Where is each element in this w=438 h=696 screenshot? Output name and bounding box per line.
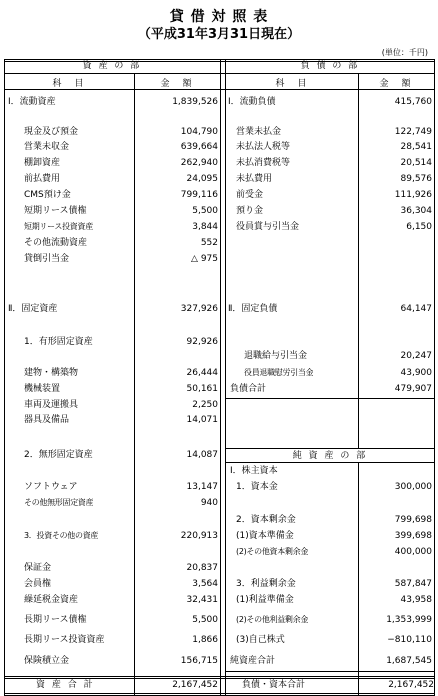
liability-row-label: Ⅰ．株主資本 <box>230 466 278 476</box>
liability-row-value: −810,110 <box>387 635 432 645</box>
asset-row-label: 棚卸資産 <box>24 158 61 168</box>
asset-row-label: 長期リース債権 <box>24 615 87 625</box>
liability-row-value: 64,147 <box>400 304 432 314</box>
asset-row-label: 現金及び預金 <box>24 127 79 137</box>
liabilities-amount-column-header: 金 額 <box>379 79 413 89</box>
asset-row-value: 26,444 <box>186 368 218 378</box>
liability-row-value: 28,541 <box>400 142 432 152</box>
asset-row-label: ソフトウェア <box>24 482 78 492</box>
asset-row-label: 器具及備品 <box>24 415 70 425</box>
liability-row-label: (1)資本準備金 <box>236 531 294 541</box>
liability-row-label: 3．利益剰余金 <box>236 579 296 589</box>
asset-row-value: 3,564 <box>192 579 218 589</box>
liability-row-label: Ⅱ．固定負債 <box>228 304 278 314</box>
assets-section-header: 資 産 の 部 <box>82 61 142 71</box>
net-assets-section-header: 純 資 産 の 部 <box>292 451 368 461</box>
asset-row-value: 940 <box>200 498 218 508</box>
liability-row-label: 純資産合計 <box>230 656 276 666</box>
asset-row-label: 保証金 <box>24 563 52 573</box>
asset-row-label: 2．無形固定資産 <box>24 450 93 460</box>
assets-amount-column-header: 金 額 <box>160 79 194 89</box>
liability-row-label: 2．資本剰余金 <box>236 515 296 525</box>
asset-row-value: 327,926 <box>180 304 218 314</box>
liability-row-value: 479,907 <box>394 384 432 394</box>
liability-row-value: 1,353,999 <box>386 615 432 625</box>
asset-row-value: 13,147 <box>186 482 218 492</box>
liability-row-value: 122,749 <box>394 127 432 137</box>
asset-row-value: 2,250 <box>192 400 218 410</box>
liability-row-value: 36,304 <box>400 206 432 216</box>
liabilities-section-header: 負 債 の 部 <box>300 61 360 71</box>
liability-row-label: (2)その他利益剰余金 <box>236 615 309 624</box>
asset-row-label: 繰延税金資産 <box>24 595 79 605</box>
asset-row-label: 会員権 <box>24 579 52 589</box>
liability-row-label: 退職給与引当金 <box>244 351 308 361</box>
total-liabilities-and-net-assets-label: 負債・資本合計 <box>242 680 306 690</box>
liability-row-label: 未払法人税等 <box>236 142 291 152</box>
asset-row-value: 3,844 <box>192 222 218 232</box>
liability-row-value: 300,000 <box>394 482 432 492</box>
asset-row-label: その他流動資産 <box>24 238 88 248</box>
liabilities-item-column-header: 科 目 <box>275 79 309 89</box>
asset-row-value: 5,500 <box>192 615 218 625</box>
asset-row-label: 1．有形固定資産 <box>24 337 93 347</box>
asset-row-value: 156,715 <box>180 656 218 666</box>
liability-row-label: (2)その他資本剰余金 <box>236 547 309 556</box>
asset-row-label: 前払費用 <box>24 174 61 184</box>
asset-row-label: Ⅱ．固定資産 <box>8 304 58 314</box>
total-liabilities-and-net-assets-value: 2,167,452 <box>388 680 434 690</box>
liability-row-label: 1．資本金 <box>236 482 278 492</box>
liability-row-label: 営業未払金 <box>236 127 282 137</box>
liability-row-label: (3)自己株式 <box>236 635 285 645</box>
asset-row-label: 機械装置 <box>24 384 61 394</box>
liability-row-label: 負債合計 <box>230 384 267 394</box>
asset-row-label: 建物・構築物 <box>24 368 79 378</box>
asset-row-label: Ⅰ．流動資産 <box>8 97 56 107</box>
asset-row-value: 14,087 <box>186 450 218 460</box>
asset-row-value: 24,095 <box>186 174 218 184</box>
asset-row-value: 20,837 <box>186 563 218 573</box>
asset-row-value: 1,866 <box>192 635 218 645</box>
asset-row-value: 32,431 <box>186 595 218 605</box>
asset-row-value: 639,664 <box>180 142 218 152</box>
liability-row-value: 20,514 <box>400 158 432 168</box>
liability-row-value: 1,687,545 <box>386 656 432 666</box>
liability-row-label: (1)利益準備金 <box>236 595 294 605</box>
grid-line <box>226 671 435 672</box>
asset-row-value: △ 975 <box>191 254 218 264</box>
asset-row-value: 799,116 <box>180 190 218 200</box>
liability-row-value: 89,576 <box>400 174 432 184</box>
liability-row-value: 43,958 <box>400 595 432 605</box>
asset-row-value: 104,790 <box>180 127 218 137</box>
grid-line <box>4 59 5 695</box>
unit-label: (単位：千円) <box>381 48 428 57</box>
asset-row-value: 220,913 <box>180 531 218 541</box>
asset-row-label: 短期リース投資資産 <box>24 222 93 231</box>
liability-row-label: Ⅰ．流動負債 <box>228 97 276 107</box>
grid-line <box>226 462 435 463</box>
liability-row-value: 20,247 <box>400 351 432 361</box>
liability-row-value: 399,698 <box>394 531 432 541</box>
asset-row-label: 保険積立金 <box>24 656 70 666</box>
liability-row-label: 役員退職慰労引当金 <box>244 368 314 377</box>
assets-item-column-header: 科 目 <box>52 79 86 89</box>
asset-row-label: 車両及運搬具 <box>24 400 79 410</box>
liability-row-value: 587,847 <box>394 579 432 589</box>
asset-row-label: その他無形固定資産 <box>24 498 94 507</box>
grid-line <box>434 59 435 695</box>
liability-row-label: 前受金 <box>236 190 264 200</box>
liability-row-label: 未払消費税等 <box>236 158 291 168</box>
liability-row-value: 111,926 <box>394 190 432 200</box>
asset-row-value: 552 <box>200 238 218 248</box>
liability-row-value: 6,150 <box>406 222 432 232</box>
document-subtitle: （平成31年3月31日現在） <box>137 27 301 42</box>
asset-row-label: 貸倒引当金 <box>24 254 70 264</box>
grid-line <box>226 448 435 449</box>
liability-row-value: 43,900 <box>400 368 432 378</box>
grid-line <box>226 398 435 399</box>
document-title: 貸 借 対 照 表 <box>169 9 269 25</box>
asset-row-value: 92,926 <box>186 337 218 347</box>
asset-row-label: 営業未収金 <box>24 142 70 152</box>
asset-row-label: 長期リース投資資産 <box>24 635 105 645</box>
liability-row-value: 415,760 <box>394 97 432 107</box>
liability-row-value: 799,698 <box>394 515 432 525</box>
asset-row-label: 短期リース債権 <box>24 206 87 216</box>
total-assets-label: 資 産 合 計 <box>36 680 95 690</box>
liability-row-label: 未払費用 <box>236 174 273 184</box>
liability-row-label: 役員賞与引当金 <box>236 222 300 232</box>
liability-row-label: 預り金 <box>236 206 264 216</box>
grid-line <box>225 59 226 695</box>
asset-row-value: 14,071 <box>186 415 218 425</box>
grid-line <box>220 59 221 695</box>
asset-row-value: 50,161 <box>186 384 218 394</box>
asset-row-label: 3．投資その他の資産 <box>24 531 99 540</box>
liability-row-value: 400,000 <box>394 547 432 557</box>
asset-row-label: CMS預け金 <box>24 190 71 200</box>
asset-row-value: 1,839,526 <box>172 97 218 107</box>
asset-row-value: 262,940 <box>180 158 218 168</box>
total-assets-value: 2,167,452 <box>172 680 218 690</box>
asset-row-value: 5,500 <box>192 206 218 216</box>
